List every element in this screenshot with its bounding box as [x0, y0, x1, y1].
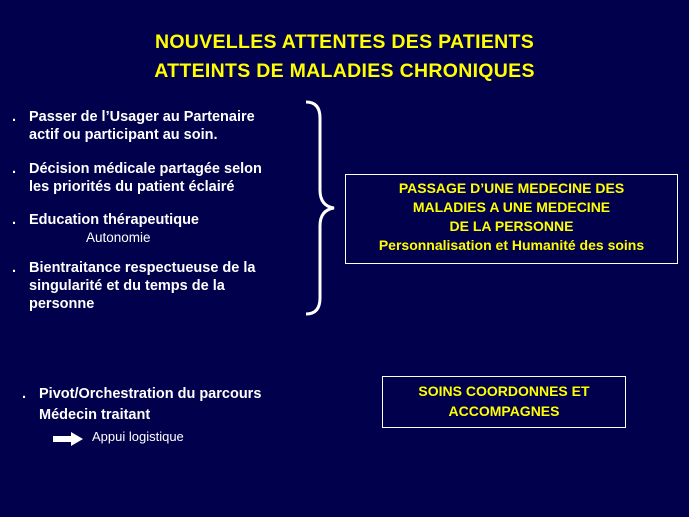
medecine-personne-box: [345, 174, 678, 264]
bullet-marker: .: [12, 260, 17, 276]
bullet-marker: .: [12, 161, 17, 177]
right-arrow-icon: [53, 432, 83, 446]
bullet-text-line: actif ou participant au soin.: [29, 127, 218, 143]
curly-brace-icon: [302, 98, 342, 318]
bullet-bientraitance: [12, 259, 255, 313]
bullet-marker: .: [12, 109, 17, 125]
bullet-text-line: Bientraitance respectueuse de la: [29, 260, 256, 276]
appui-logistique-label: Appui logistique: [92, 429, 184, 444]
bullet-pivot: [22, 384, 261, 426]
box-line: PASSAGE D’UNE MEDECINE DES: [398, 180, 625, 196]
title-line-2: ATTEINTS DE MALADIES CHRONIQUES: [154, 60, 535, 82]
bullet-text-line: Décision médicale partagée selon: [29, 161, 262, 177]
box-line: ACCOMPAGNES: [448, 403, 560, 419]
bullet-text-line: Passer de l’Usager au Partenaire: [29, 109, 255, 125]
bullet-text-line: Education thérapeutique: [29, 212, 199, 228]
bullet-text-line: les priorités du patient éclairé: [29, 179, 235, 195]
title-line-1: NOUVELLES ATTENTES DES PATIENTS: [154, 31, 535, 53]
box-line: DE LA PERSONNE: [449, 218, 574, 234]
bullet-marker: .: [22, 386, 27, 402]
bullet-text-line: Pivot/Orchestration du parcours: [39, 386, 262, 402]
soins-coordonnes-box: [382, 376, 626, 428]
bullet-decision-partagee: [12, 160, 262, 196]
bullet-text-line: singularité et du temps de la: [29, 278, 225, 294]
bullet-education: [12, 211, 199, 229]
slide-title: [0, 28, 689, 86]
bullet-sub-autonomie: Autonomie: [86, 230, 151, 245]
box-line: SOINS COORDONNES ET: [418, 383, 590, 399]
bullet-text-line: Médecin traitant: [39, 407, 151, 423]
bullet-partenaire: [12, 108, 255, 144]
box-line: MALADIES A UNE MEDECINE: [412, 199, 611, 215]
box-line: Personnalisation et Humanité des soins: [378, 237, 645, 253]
bullet-marker: .: [12, 212, 17, 228]
bullet-text-line: personne: [29, 296, 95, 312]
